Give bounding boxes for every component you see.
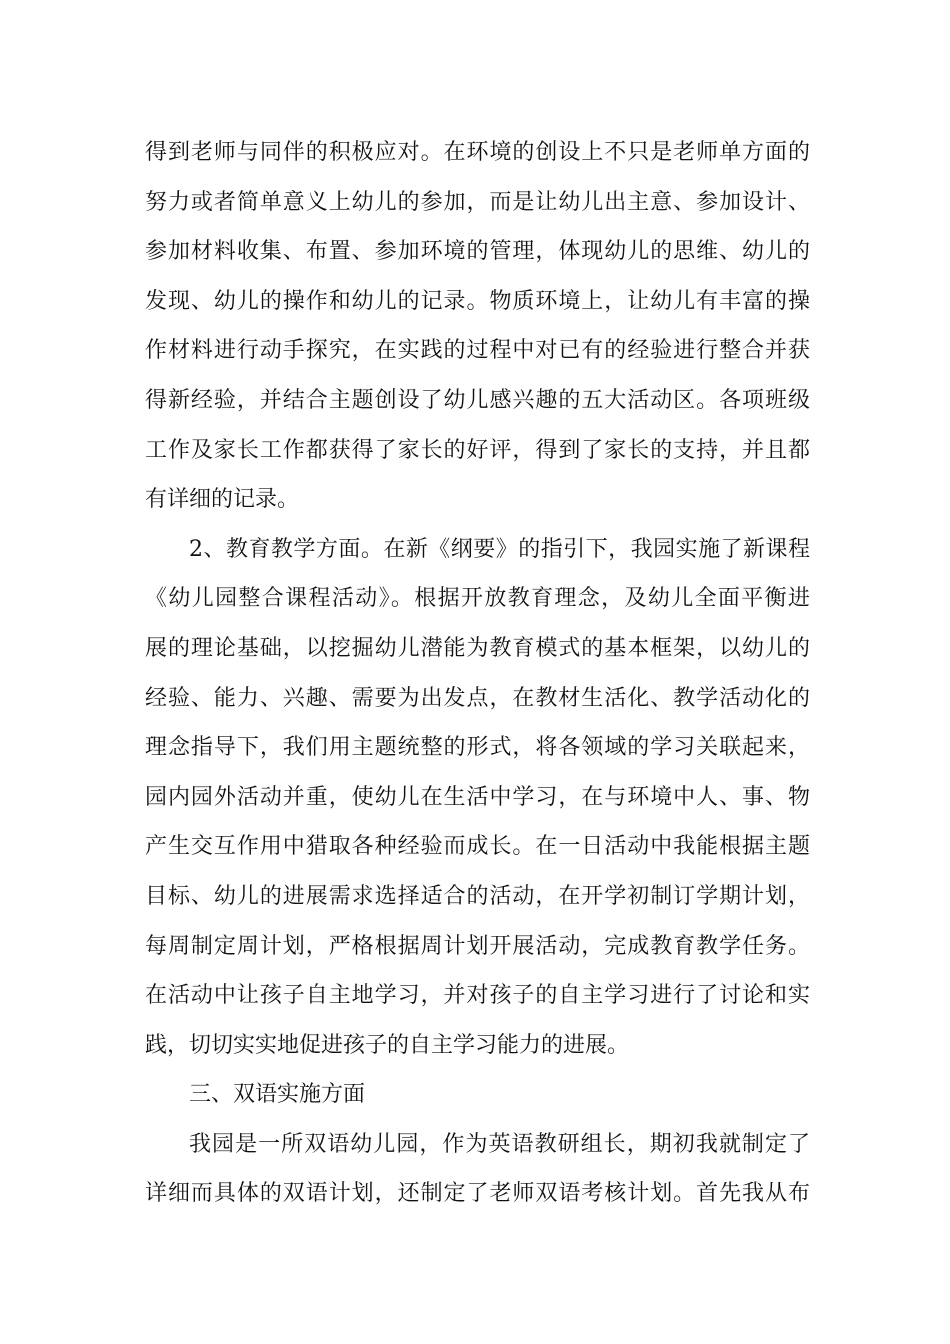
text-line: 理念指导下，我们用主题统整的形式，将各领域的学习关联起来，	[145, 735, 810, 761]
document-body	[145, 128, 810, 1219]
text-line: 产生交互作用中猎取各种经验而成长。在一日活动中我能根据主题	[145, 834, 810, 860]
text-line: 《幼儿园整合课程活动》。根据开放教育理念，及幼儿全面平衡进	[145, 586, 810, 612]
text-line: 发现、幼儿的操作和幼儿的记录。物质环境上，让幼儿有丰富的操	[145, 288, 810, 314]
text-line: 每周制定周计划，严格根据周计划开展活动，完成教育教学任务。	[145, 933, 810, 959]
text-line: 有详细的记录。	[145, 487, 300, 513]
text-line: 得到老师与同伴的积极应对。在环境的创设上不只是老师单方面的	[145, 140, 810, 165]
text-line: 在活动中让孩子自主地学习，并对孩子的自主学习进行了讨论和实	[145, 983, 810, 1009]
text-line: 展的理论基础，以挖掘幼儿潜能为教育模式的基本框架，以幼儿的	[145, 635, 810, 661]
text-line: 作材料进行动手探究，在实践的过程中对已有的经验进行整合并获	[145, 338, 810, 364]
text-line: 三、双语实施方面	[189, 1082, 366, 1108]
text-line: 目标、幼儿的进展需求选择适合的活动，在开学初制订学期计划，	[145, 883, 810, 909]
text-line: 园内园外活动并重，使幼儿在生活中学习，在与环境中人、事、物	[145, 784, 810, 810]
text-line: 我园是一所双语幼儿园，作为英语教研组长，期初我就制定了	[189, 1131, 810, 1157]
text-line: 努力或者简单意义上幼儿的参加，而是让幼儿出主意、参加设计、	[145, 189, 810, 215]
text-line: 经验、能力、兴趣、需要为出发点，在教材生活化、教学活动化的	[145, 685, 810, 711]
text-line: 参加材料收集、布置、参加环境的管理，体现幼儿的思维、幼儿的	[145, 239, 810, 265]
text-line: 2、教育教学方面。在新《纲要》的指引下，我园实施了新课程	[189, 536, 810, 562]
text-line: 得新经验，并结合主题创设了幼儿感兴趣的五大活动区。各项班级	[145, 387, 810, 413]
text-line: 工作及家长工作都获得了家长的好评，得到了家长的支持，并且都	[145, 437, 810, 463]
text-line: 详细而具体的双语计划，还制定了老师双语考核计划。首先我从布	[145, 1181, 810, 1207]
text-line: 践，切切实实地促进孩子的自主学习能力的进展。	[145, 1032, 630, 1058]
